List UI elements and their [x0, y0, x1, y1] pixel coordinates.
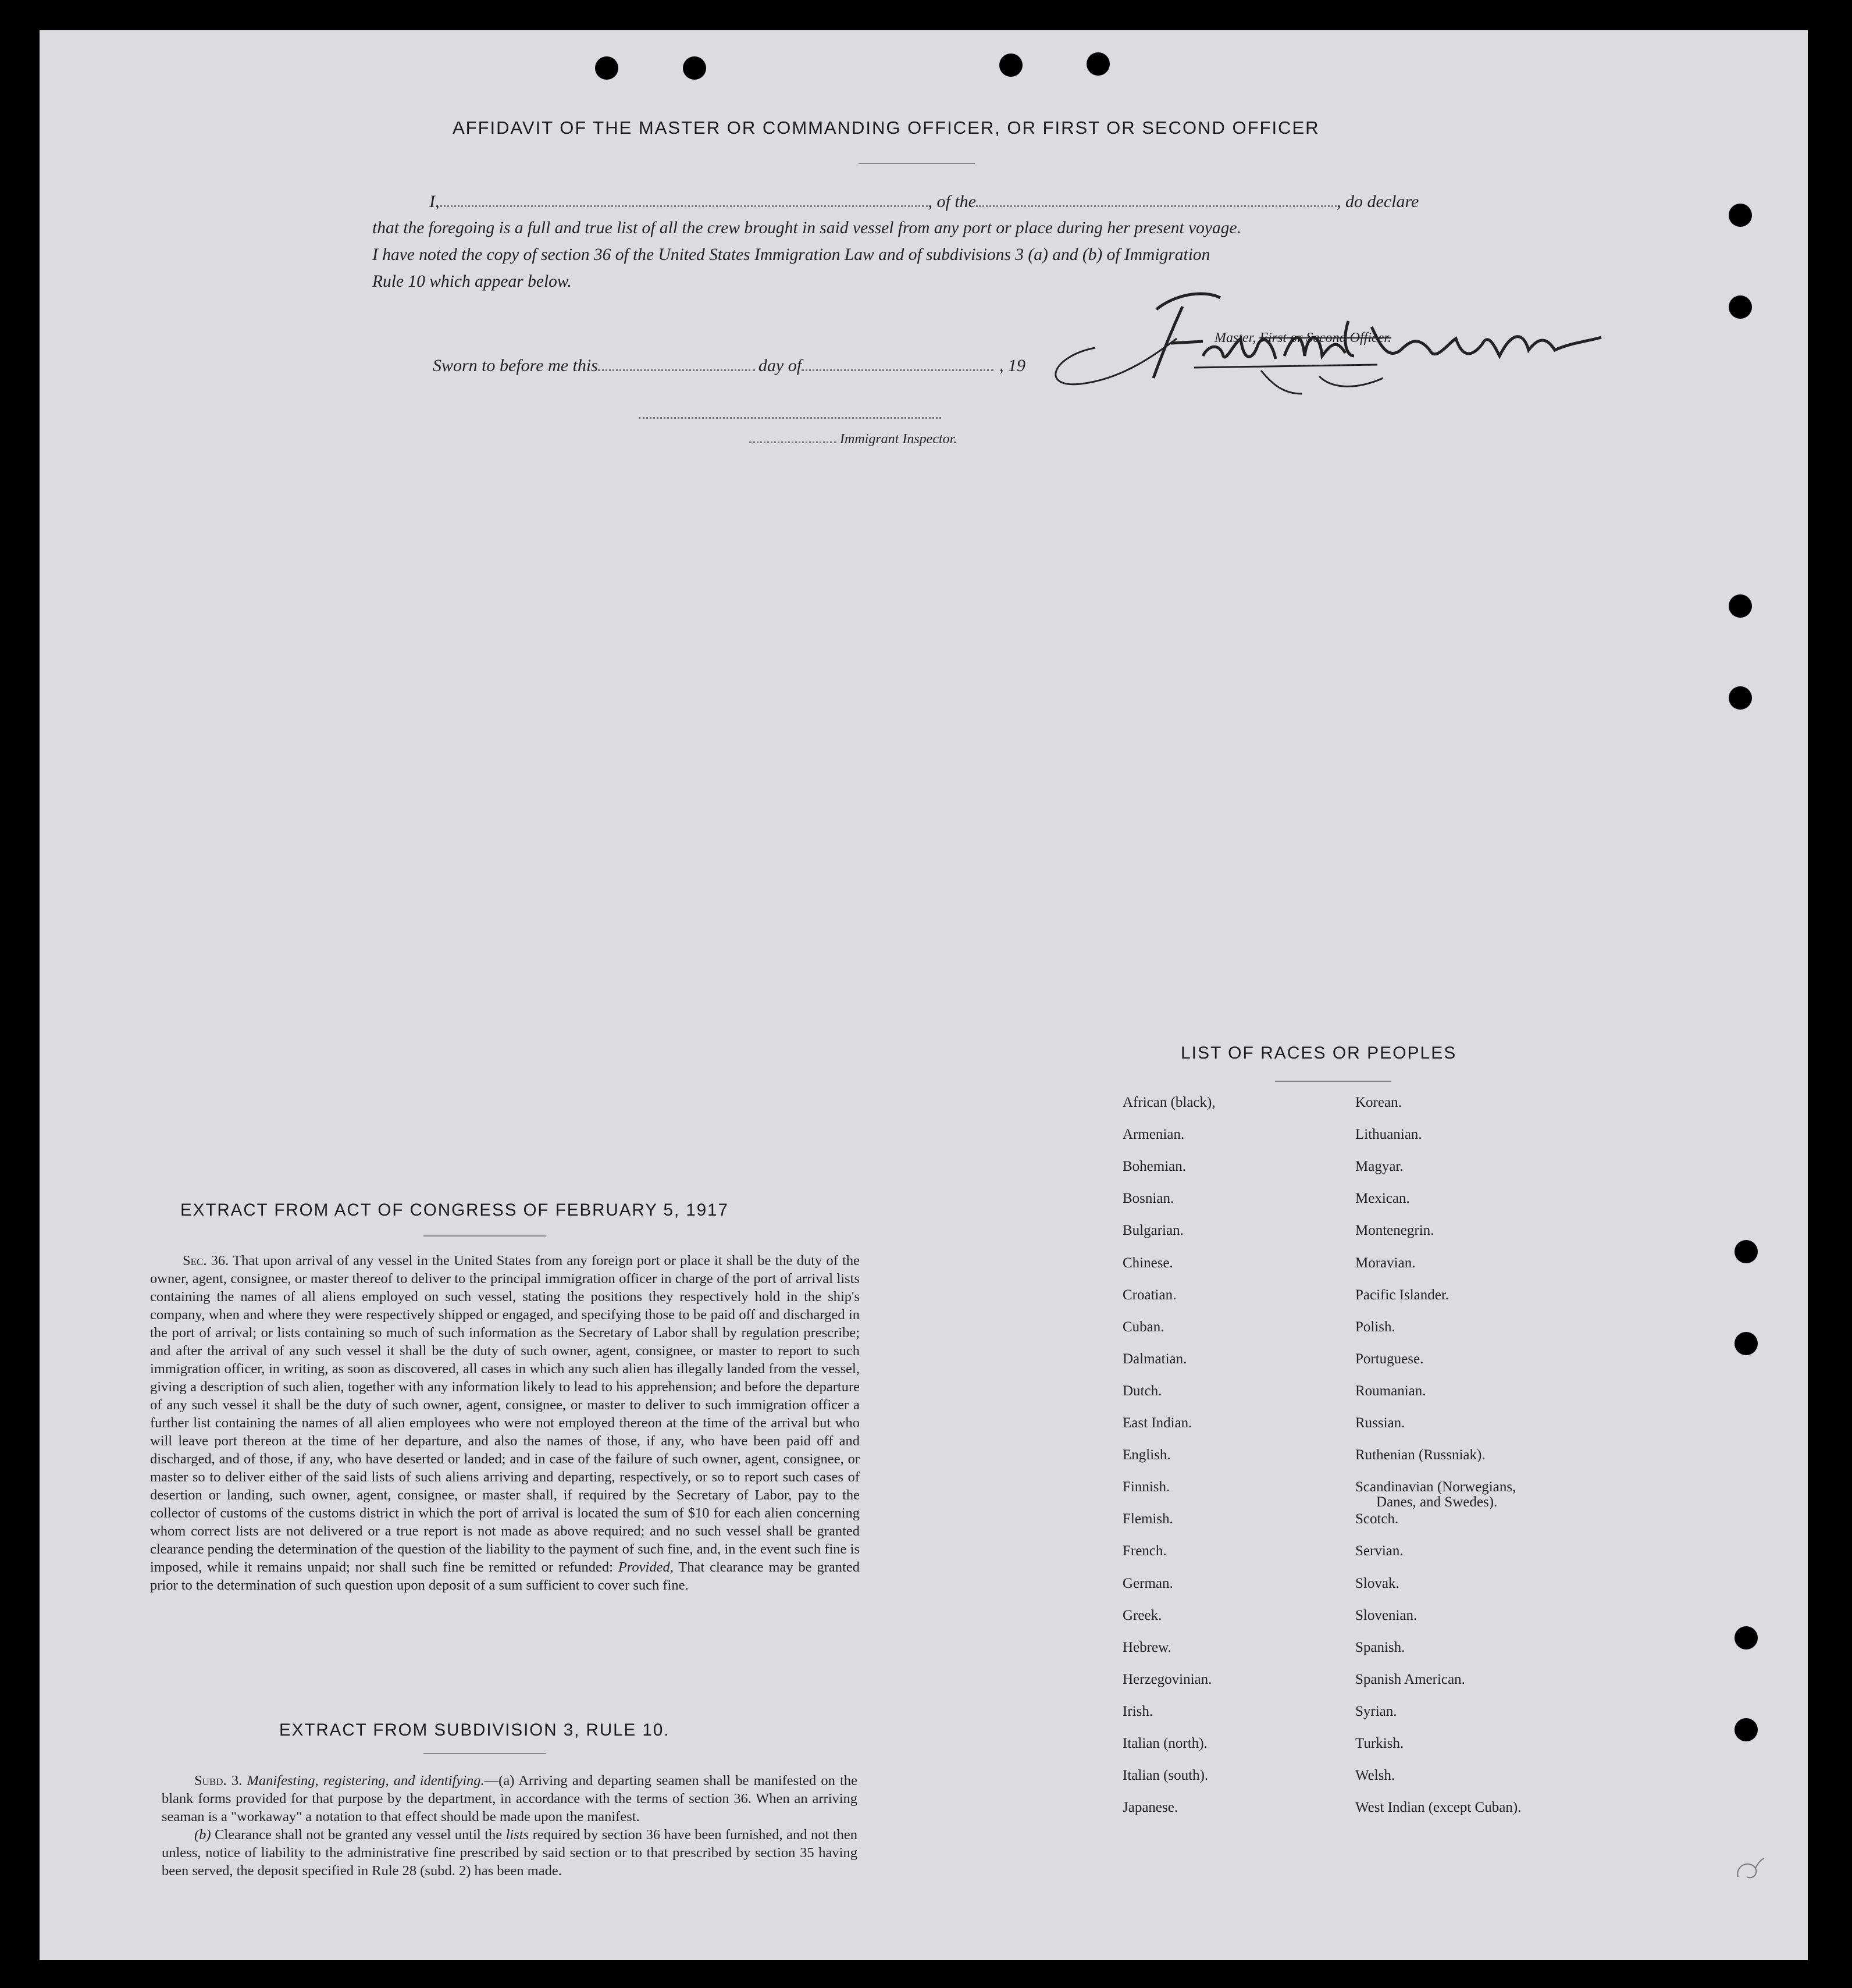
- name-blank: [440, 202, 928, 207]
- para-b-lists: lists: [505, 1827, 529, 1843]
- struck-officer-label: First or Second Officer.: [1259, 330, 1391, 345]
- inspector-blank: [749, 438, 836, 443]
- race-item: Japanese.: [1123, 1800, 1178, 1816]
- document-sheet: [40, 30, 1808, 1960]
- section-36-text: [150, 1252, 860, 1594]
- race-item: Welsh.: [1355, 1768, 1395, 1784]
- rule10-title: EXTRACT FROM SUBDIVISION 3, RULE 10.: [279, 1720, 670, 1740]
- race-item: Turkish.: [1355, 1736, 1404, 1751]
- para-b-label: (b): [194, 1827, 211, 1843]
- proviso-label: Provided,: [618, 1559, 674, 1575]
- of-the-label: , of the: [928, 192, 976, 211]
- race-item: Portuguese.: [1355, 1351, 1424, 1367]
- race-item: West Indian (except Cuban).: [1355, 1800, 1522, 1816]
- proviso-text: That clearance may be granted prior to the determination of such question upon deposit of a sum sufficient to cover such fine.: [150, 1559, 860, 1593]
- race-item: Irish.: [1123, 1703, 1153, 1719]
- divider: [1275, 1081, 1391, 1082]
- race-item: Montenegrin.: [1355, 1223, 1434, 1239]
- race-item: English.: [1123, 1447, 1171, 1463]
- page-mark: [1732, 1854, 1767, 1891]
- race-item: Servian.: [1355, 1543, 1404, 1559]
- race-item: Dalmatian.: [1123, 1351, 1187, 1367]
- year-label: , 19: [999, 356, 1026, 375]
- race-item: Flemish.: [1123, 1511, 1173, 1527]
- race-item: Moravian.: [1355, 1255, 1416, 1271]
- race-item: Cuban.: [1123, 1319, 1164, 1335]
- race-item: Bulgarian.: [1123, 1223, 1184, 1239]
- rule10-text: Subd. 3. Manifesting, registering, and identifying.—(a) Arriving and departing seamen shall be manifested on the blank forms provided for that purpose by the department, in accordance with the terms of section 36. When an arriving seaman is a "workaway" a notation to that effect should be made upon the manifest. (b) Clearance shall not be granted any vessel until the lists required by section 36 have been furnished, and not then unless, notice of liability to the administrative fine prescribed by said section or to that prescribed by section 35 having been served, the deposit specified in Rule 28 (subd. 2) has been made.: [162, 1773, 857, 1879]
- race-item: Dutch.: [1123, 1383, 1162, 1399]
- race-item: Russian.: [1355, 1415, 1405, 1431]
- month-blank: [802, 366, 993, 371]
- race-item: Mexican.: [1355, 1191, 1410, 1207]
- race-item: Syrian.: [1355, 1703, 1397, 1719]
- sec-label: Sec. 36.: [183, 1253, 229, 1269]
- race-item: Croatian.: [1123, 1287, 1177, 1303]
- day-of-label: day of: [758, 356, 802, 375]
- race-item: Chinese.: [1123, 1255, 1173, 1271]
- punch-hole: [999, 54, 1023, 77]
- punch-hole: [1735, 1240, 1758, 1263]
- race-item: Korean.: [1355, 1095, 1402, 1110]
- subd-heading: Manifesting, registering, and identifying.: [247, 1773, 485, 1789]
- race-item: East Indian.: [1123, 1415, 1192, 1431]
- race-item: Finnish.: [1123, 1479, 1170, 1495]
- punch-hole: [595, 56, 618, 80]
- race-item: Greek.: [1123, 1607, 1162, 1623]
- punch-hole: [1729, 295, 1752, 319]
- punch-hole: [1735, 1626, 1758, 1649]
- race-item: Italian (north).: [1123, 1736, 1208, 1751]
- race-item: Slovak.: [1355, 1575, 1399, 1591]
- race-item-continuation: Danes, and Swedes).: [1376, 1494, 1498, 1510]
- race-item: Bosnian.: [1123, 1191, 1174, 1207]
- race-item: Hebrew.: [1123, 1639, 1171, 1655]
- race-item: Armenian.: [1123, 1127, 1185, 1143]
- witness-blank: [639, 417, 941, 419]
- do-declare-label: , do declare: [1337, 192, 1419, 211]
- race-item: Italian (south).: [1123, 1768, 1209, 1784]
- punch-hole: [1729, 594, 1752, 618]
- sec-body: That upon arrival of any vessel in the United States from any foreign port or place it shall be the duty of the owner, agent, consignee, or master thereof to deliver to the principal immigration officer in charge of the port of arrival lists containing the names of all aliens employed on such vessel, stating the positions they respectively hold in the ship's company, when and where they were respectively shipped or engaged, and specifying those to be paid off and discharged in the port of arrival; or lists containing so much of such information as the Secretary of Labor shall by regulation prescribe; and after the arrival of any such vessel it shall be the duty of such owner, agent, consignee, or master to report to such immigration officer, in writing, as soon as discovered, all cases in which any such alien has illegally landed from the vessel, giving a description of such alien, together with any information likely to lead to his apprehension; and before the departure of any such vessel it shall be the duty of such owner, agent, consignee, or master to deliver to such immigration officer a further list containing the names of all alien employees who were not employed thereon at the time of the arrival but who will leave port thereon at the time of her departure, and also the names of those, if any, who have been paid off and discharged, and of those, if any, who have deserted or landed; and in case of the failure of such owner, agent, consignee, or master so to deliver either of the said lists of such aliens arriving and departing, respectively, or so to report such cases of desertion or landing, such owner, agent, consignee, or master shall, if required by the Secretary of Labor, pay to the collector of customs of the customs district in which the port of arrival is located the sum of $10 for each alien concerning whom correct lists are not delivered or a true report is not made as above required; and no such vessel shall be granted clearance pending the determination of the question of the liability to the payment of such fine, and, in the event such fine is imposed, while it remains unpaid; nor shall such fine be remitted or refunded:: [150, 1253, 860, 1575]
- vessel-blank: [976, 202, 1337, 207]
- race-item: Scotch.: [1355, 1511, 1399, 1527]
- races-title: LIST OF RACES OR PEOPLES: [1181, 1043, 1457, 1063]
- affidavit-line-2: that the foregoing is a full and true list of all the crew brought in said vessel from any port or place during her present voyage.: [372, 219, 1241, 237]
- race-item: Spanish American.: [1355, 1671, 1465, 1687]
- para-a-label: (a): [498, 1773, 515, 1789]
- sworn-line: [433, 356, 1025, 376]
- race-item: Polish.: [1355, 1319, 1395, 1335]
- race-item: Ruthenian (Russniak).: [1355, 1447, 1486, 1463]
- punch-hole: [1729, 204, 1752, 227]
- race-item: Lithuanian.: [1355, 1127, 1422, 1143]
- para-b-text-2: required by section 36 have been furnished, and not then unless, notice of liability to the administrative fine prescribed by said section or to that prescribed by section 35 having been served, the deposit specified in Rule 28 (subd. 2) has been made.: [162, 1827, 857, 1879]
- divider: [423, 1235, 546, 1237]
- para-a-text: Arriving and departing seamen shall be manifested on the blank forms provided for that purpose by the department, in accordance with the terms of section 36. When an arriving seaman is a "workaway" a notation to that effect should be made upon the manifest.: [162, 1773, 857, 1825]
- affidavit-line-3: I have noted the copy of section 36 of the United States Immigration Law and of subdivisions 3 (a) and (b) of Immigration: [372, 245, 1210, 264]
- race-item: Scandinavian (Norwegians,: [1355, 1479, 1516, 1495]
- punch-hole: [1735, 1332, 1758, 1355]
- sworn-label: Sworn to before me this: [433, 356, 598, 375]
- race-item: French.: [1123, 1543, 1167, 1559]
- race-item: German.: [1123, 1575, 1173, 1591]
- punch-hole: [1729, 686, 1752, 710]
- para-b-text-1: Clearance shall not be granted any vessel until the: [215, 1827, 503, 1843]
- race-item: African (black),: [1123, 1095, 1216, 1110]
- affidavit-line-1: [429, 192, 1419, 212]
- officer-label: [1215, 330, 1391, 346]
- congress-title: EXTRACT FROM ACT OF CONGRESS OF FEBRUARY 5, 1917: [180, 1200, 729, 1220]
- affidavit-line-4: Rule 10 which appear below.: [372, 272, 572, 291]
- subd-label: Subd. 3.: [194, 1773, 243, 1789]
- affidavit-title: AFFIDAVIT OF THE MASTER OR COMMANDING OFFICER, OR FIRST OR SECOND OFFICER: [453, 117, 1320, 138]
- race-item: Pacific Islander.: [1355, 1287, 1449, 1303]
- i-label: I,: [429, 192, 440, 211]
- race-item: Magyar.: [1355, 1159, 1404, 1175]
- inspector-label: Immigrant Inspector.: [840, 432, 957, 447]
- divider: [859, 163, 975, 164]
- race-item: Spanish.: [1355, 1639, 1405, 1655]
- punch-hole: [1735, 1718, 1758, 1741]
- punch-hole: [1087, 52, 1110, 76]
- race-item: Bohemian.: [1123, 1159, 1187, 1175]
- day-blank: [598, 366, 755, 371]
- race-item: Roumanian.: [1355, 1383, 1426, 1399]
- inspector-line: [749, 432, 957, 447]
- race-item: Slovenian.: [1355, 1607, 1418, 1623]
- punch-hole: [683, 56, 706, 80]
- divider: [423, 1753, 546, 1754]
- race-item: Herzegovinian.: [1123, 1671, 1212, 1687]
- master-label: Master,: [1215, 330, 1256, 345]
